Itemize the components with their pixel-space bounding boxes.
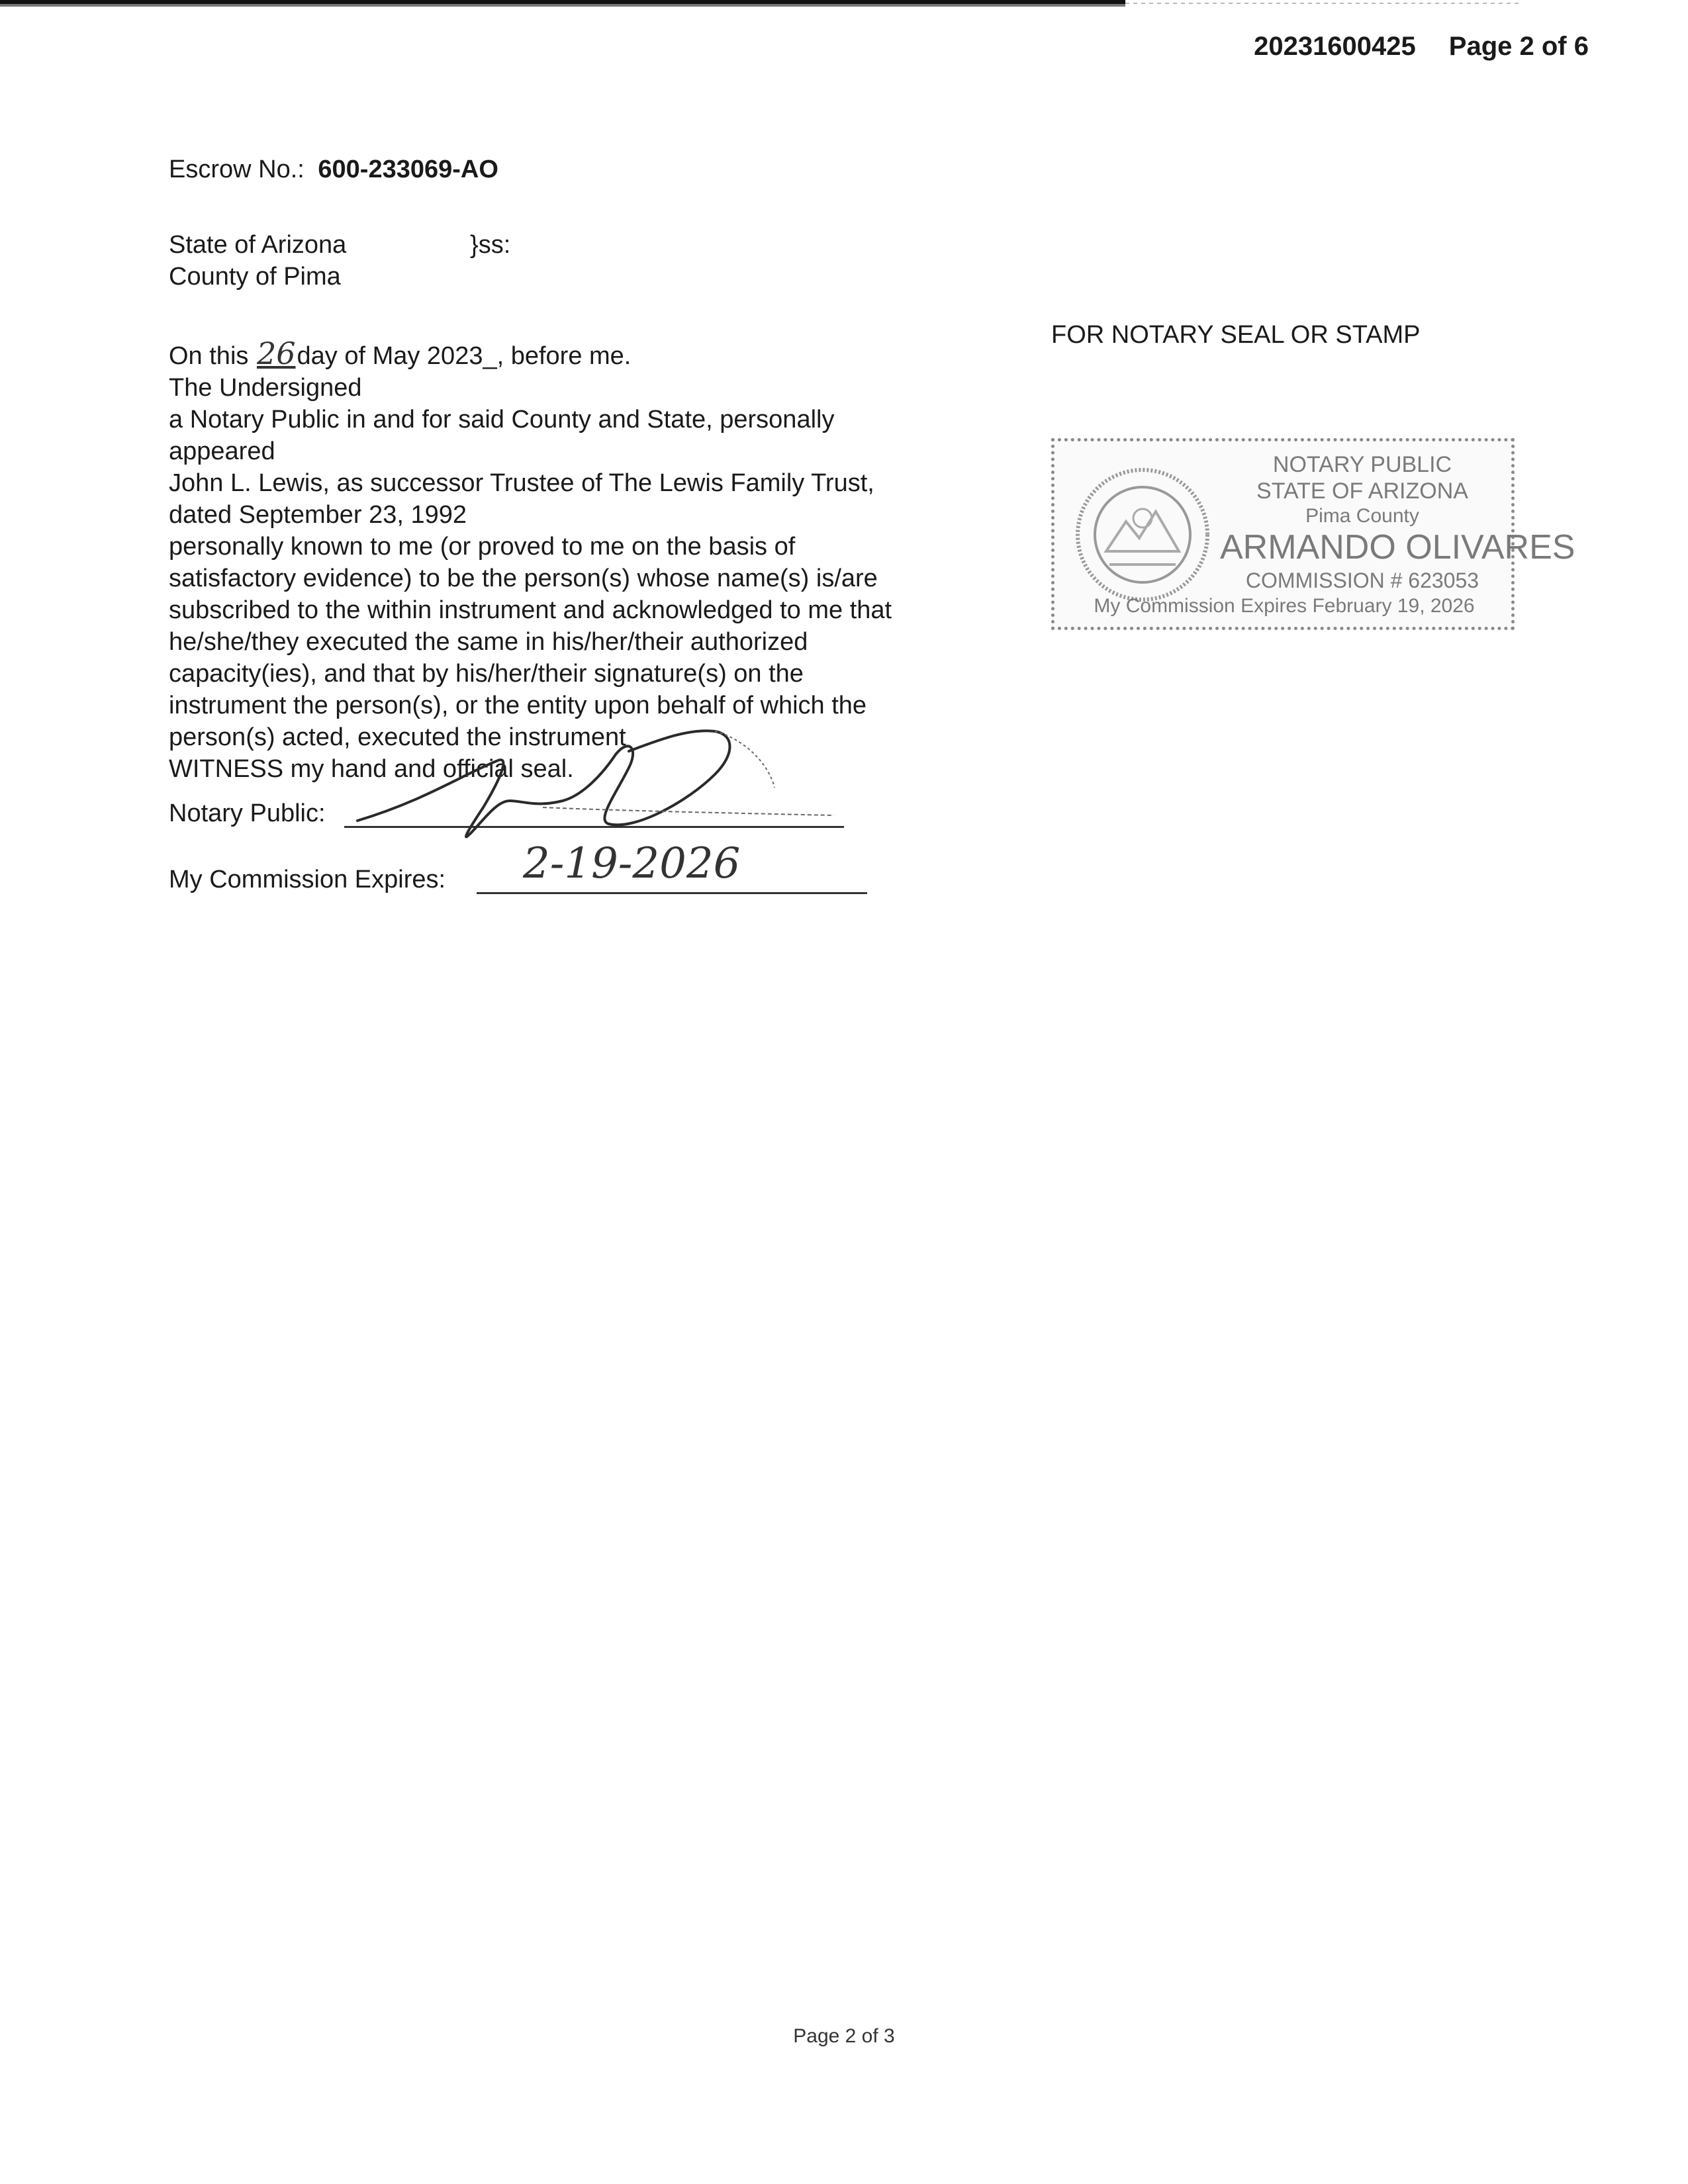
handwritten-day: 26 bbox=[256, 336, 296, 371]
stamp-notary-name: ARMANDO OLIVARES bbox=[1220, 528, 1575, 567]
notary-public-label: Notary Public: bbox=[169, 799, 326, 827]
escrow-line bbox=[169, 154, 498, 185]
stamp-expires: My Commission Expires February 19, 2026 bbox=[1094, 595, 1475, 617]
commission-date-line bbox=[477, 892, 867, 894]
venue-ss: }ss: bbox=[470, 231, 511, 259]
stamp-county: Pima County bbox=[1305, 505, 1419, 527]
notary-stamp bbox=[1051, 438, 1575, 630]
ack-line-13: person(s) acted, executed the instrument bbox=[169, 723, 626, 751]
ack-line-6: dated September 23, 1992 bbox=[169, 501, 467, 529]
page-label: Page 2 of 6 bbox=[1448, 32, 1589, 61]
top-scan-border-faint bbox=[1125, 3, 1523, 4]
ack-line1-suffix: day of May 2023_, before me. bbox=[297, 342, 632, 370]
ack-line-8: satisfactory evidence) to be the person(s) whose name(s) is/are bbox=[169, 565, 878, 592]
ack-line-4: appeared bbox=[169, 437, 275, 465]
ack-line-11: capacity(ies), and that by his/her/their signature(s) on the bbox=[169, 660, 804, 688]
stamp-commission: COMMISSION # 623053 bbox=[1245, 569, 1479, 592]
footer-page-number: Page 2 of 3 bbox=[793, 2025, 895, 2047]
ack-line-9: subscribed to the within instrument and acknowledged to me that bbox=[169, 596, 892, 624]
ack-line-10: he/she/they executed the same in his/her/their authorized bbox=[169, 628, 808, 656]
notary-signature bbox=[344, 702, 847, 854]
venue-state bbox=[169, 229, 511, 261]
stamp-state: STATE OF ARIZONA bbox=[1256, 478, 1468, 504]
arizona-seal-icon bbox=[1073, 465, 1212, 604]
ack-line-7: personally known to me (or proved to me on the basis of bbox=[169, 533, 796, 561]
top-scan-border bbox=[0, 0, 1125, 7]
venue-county: County of Pima bbox=[169, 263, 341, 291]
venue-state-text: State of Arizona bbox=[169, 231, 347, 259]
ack-line-5: John L. Lewis, as successor Trustee of The Lewis Family Trust, bbox=[169, 469, 874, 497]
notary-seal-label: FOR NOTARY SEAL OR STAMP bbox=[1051, 321, 1421, 349]
commission-expires-label: My Commission Expires: bbox=[169, 866, 446, 893]
ack-line-3: a Notary Public in and for said County and State, personally bbox=[169, 406, 835, 433]
escrow-label: Escrow No.: bbox=[169, 156, 305, 183]
ack-line-2: The Undersigned bbox=[169, 374, 362, 402]
recording-header bbox=[1254, 32, 1589, 62]
ack-line-14: WITNESS my hand and official seal. bbox=[169, 755, 574, 783]
ack-line-12: instrument the person(s), or the entity upon behalf of which the bbox=[169, 692, 867, 719]
escrow-number: 600-233069-AO bbox=[318, 156, 498, 183]
stamp-title: NOTARY PUBLIC bbox=[1272, 452, 1452, 477]
document-number: 20231600425 bbox=[1254, 32, 1416, 61]
handwritten-commission-date: 2-19-2026 bbox=[523, 839, 741, 888]
ack-line1-prefix: On this bbox=[169, 342, 249, 370]
ack-line-1 bbox=[169, 338, 990, 372]
